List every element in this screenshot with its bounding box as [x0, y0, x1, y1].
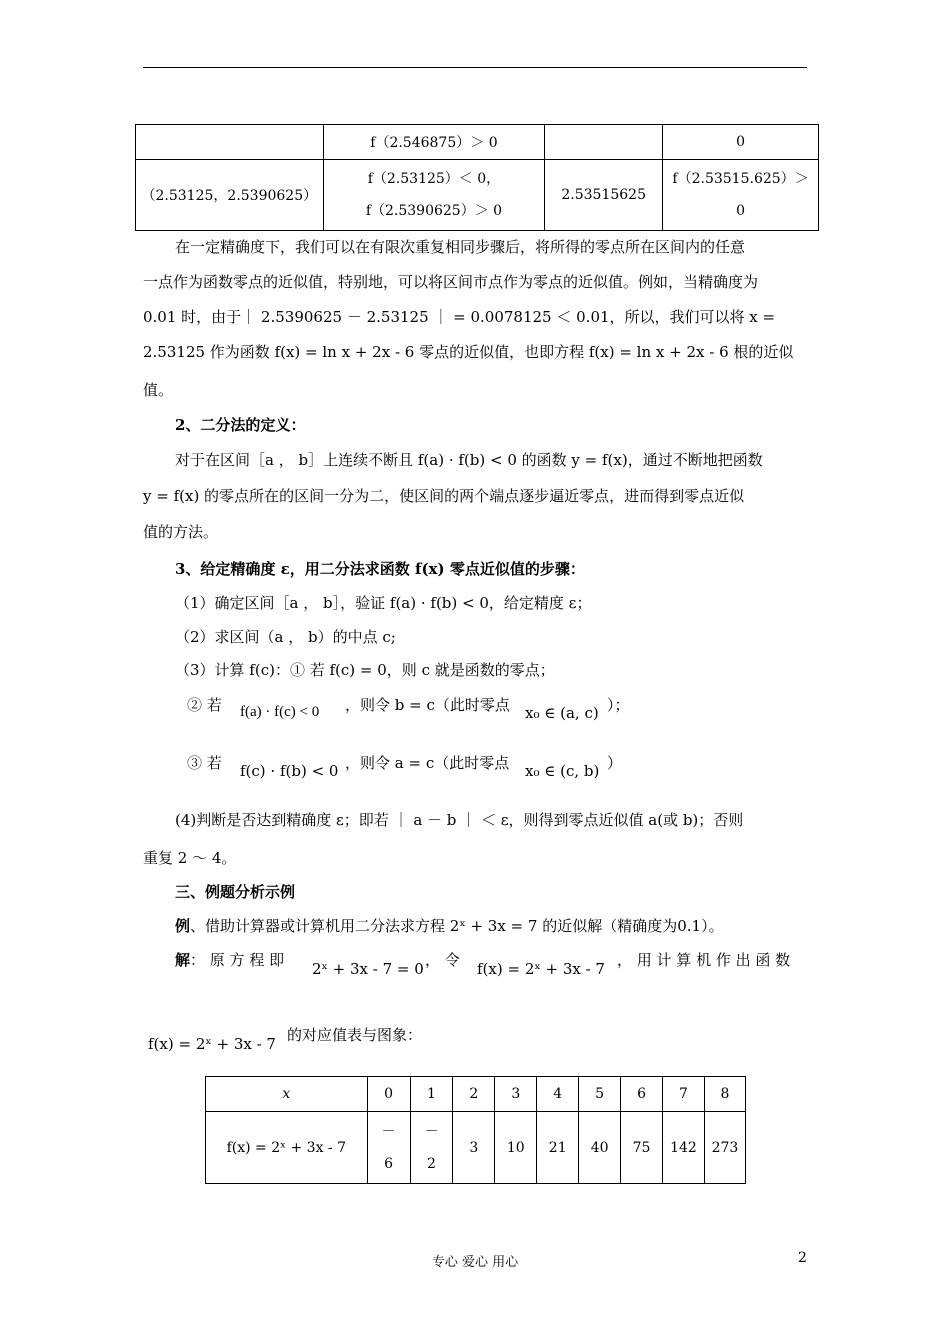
solution-text-c: ， 用 计 算 机 作 出 函 数: [617, 951, 791, 969]
para1-line4: 2.53125 作为函数 f(x) = ln x + 2x - 6 零点的近似值，也即方程 f(x) = ln x + 2x - 6 根的近似: [143, 343, 794, 361]
step-3c-zero: x₀ ∈ (c, b): [525, 762, 600, 780]
footer-motto: 专心 爱心 用心: [431, 1255, 519, 1270]
solution-text-d: 的对应值表与图象：: [287, 1026, 423, 1044]
table-cell: [663, 160, 819, 231]
section2-title: 2、二分法的定义：: [175, 416, 306, 434]
example-statement: [175, 915, 724, 936]
value-digits: 6: [384, 1155, 393, 1172]
step-3b-condition: f(a) · f(c) < 0: [240, 704, 320, 720]
solution-label-line: [175, 949, 284, 970]
para1-line3: 0.01 时，由于｜ 2.5390625 － 2.53125 ｜ = 0.0078125 ＜ 0.01，所以，我们可以将 x =: [143, 308, 776, 326]
step-4-line1: (4)判断是否达到精确度 ε；即若 ｜ a － b ｜ ＜ ε，则得到零点近似值 a(或 b)；否则: [175, 811, 744, 829]
para1-line5: 值。: [143, 381, 174, 399]
step-3b-zero: x₀ ∈ (a, c): [525, 704, 599, 722]
table-row: [206, 1112, 746, 1184]
value-cell: [410, 1112, 453, 1184]
table-cell: [136, 125, 324, 160]
solution-equation-2: f(x) = 2ˣ + 3x - 7: [477, 960, 605, 978]
cell-line: f（2.5390625）＞ 0: [365, 203, 503, 219]
para1-line1: 在一定精确度下，我们可以在有限次重复相同步骤后，将所得的零点所在区间内的任意: [175, 238, 746, 256]
value-cell: 21: [537, 1112, 579, 1184]
x-cell: 6: [621, 1077, 663, 1112]
section2-line2: y = f(x) 的零点所在的区间一分为二，使区间的两个端点逐步逼近零点，进而得到零点近似: [143, 487, 745, 505]
step-3c-text: ，则令 a = c（此时零点: [345, 754, 510, 772]
step-3c-condition: f(c) · f(b) < 0: [240, 762, 339, 780]
value-cell: 75: [621, 1112, 663, 1184]
x-cell: 7: [663, 1077, 705, 1112]
step-3b-end: ）；: [607, 696, 630, 714]
solution-equation-1: 2ˣ + 3x - 7 = 0: [312, 960, 424, 978]
table-row: [136, 160, 819, 231]
value-sign: －: [424, 1123, 439, 1140]
value-cell: 3: [453, 1112, 495, 1184]
value-cell: 142: [663, 1112, 705, 1184]
page-number: 2: [798, 1250, 807, 1266]
step-3c-end: ）: [607, 754, 623, 772]
solution-equation-3: f(x) = 2ˣ + 3x - 7: [148, 1035, 276, 1053]
header-rule: [143, 67, 807, 68]
step-3b-text: ，则令 b = c（此时零点: [345, 696, 510, 714]
solution-text-a: ： 原 方 程 即: [190, 951, 285, 969]
step-3b-prefix: ② 若: [187, 696, 222, 714]
table-cell: 0: [663, 125, 819, 160]
value-cell: 10: [495, 1112, 537, 1184]
cell-line: f（2.53515.625）＞: [672, 171, 809, 187]
cell-line: 0: [736, 203, 746, 219]
step-2: （2）求区间（a ， b）的中点 c;: [175, 628, 396, 646]
cell-line: f（2.53125）＜ 0，: [367, 171, 501, 187]
value-cell: 40: [579, 1112, 621, 1184]
step-4-line2: 重复 2 ～ 4。: [143, 849, 237, 867]
solution-label: 解: [175, 951, 191, 969]
section2-line1: 对于在区间［a ， b］上连续不断且 f(a) · f(b) < 0 的函数 y = f(x)，通过不断地把函数: [175, 451, 763, 469]
step-1: （1）确定区间［a ， b］，验证 f(a) · f(b) < 0，给定精度 ε；: [175, 594, 592, 612]
para1-line2: 一点作为函数零点的近似值，特别地，可以将区间市点作为零点的近似值。例如，当精确度为: [143, 273, 759, 291]
value-table: [205, 1076, 746, 1184]
x-cell: 2: [453, 1077, 495, 1112]
table-cell: [545, 125, 663, 160]
step-3c-prefix: ③ 若: [187, 754, 222, 772]
value-digits: 2: [426, 1155, 436, 1172]
table-cell: [323, 160, 545, 231]
table-cell: （2.53125，2.5390625）: [136, 160, 324, 231]
value-cell: [367, 1112, 410, 1184]
table-row: [136, 125, 819, 160]
x-cell: 3: [495, 1077, 537, 1112]
row-label-fx: f(x) = 2ˣ + 3x - 7: [206, 1112, 368, 1184]
x-cell: 1: [410, 1077, 453, 1112]
value-sign: －: [381, 1123, 396, 1140]
example-label: 例: [175, 917, 191, 935]
step-3: （3）计算 f(c)：① 若 f(c) = 0，则 c 就是函数的零点；: [175, 661, 555, 679]
header-x: x: [206, 1077, 368, 1112]
section-examples-title: 三、例题分析示例: [175, 883, 296, 901]
x-cell: 4: [537, 1077, 579, 1112]
table-row: [206, 1077, 746, 1112]
x-cell: 5: [579, 1077, 621, 1112]
section3-title: 3、给定精确度 ε，用二分法求函数 f(x) 零点近似值的步骤：: [175, 560, 585, 578]
value-cell: 273: [704, 1112, 745, 1184]
section2-line3: 值的方法。: [143, 523, 219, 541]
table-cell: 2.53515625: [545, 160, 663, 231]
bisection-table-continued: [135, 124, 819, 231]
x-cell: 0: [367, 1077, 410, 1112]
table-cell: f（2.546875）＞ 0: [323, 125, 545, 160]
example-text: 、借助计算器或计算机用二分法求方程 2ˣ + 3x = 7 的近似解（精确度为0.1）。: [190, 917, 724, 935]
solution-text-b: ， 令: [425, 951, 460, 969]
x-cell: 8: [704, 1077, 745, 1112]
